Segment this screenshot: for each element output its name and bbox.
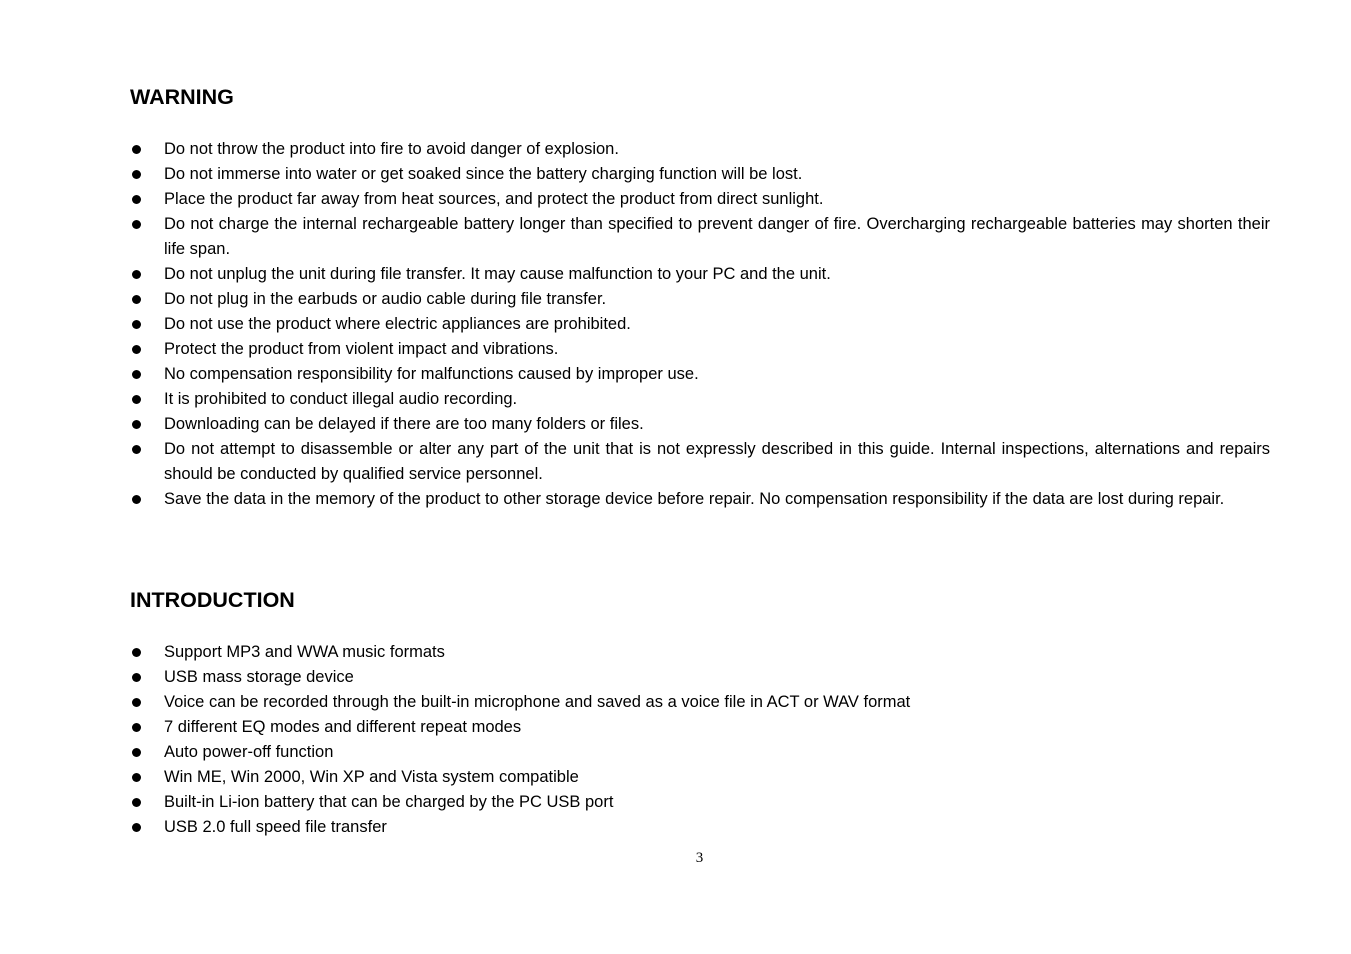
- list-item: [130, 740, 1270, 765]
- introduction-heading: INTRODUCTION: [130, 588, 295, 612]
- list-item: [130, 640, 1270, 665]
- list-item-text: Built-in Li-ion battery that can be charged by the PC USB port: [164, 793, 614, 811]
- bullet-icon: [132, 370, 141, 379]
- warning-heading: WARNING: [130, 85, 234, 109]
- list-item-text: It is prohibited to conduct illegal audio recording.: [164, 390, 518, 408]
- list-item: [130, 187, 1270, 212]
- list-item: [130, 412, 1270, 437]
- bullet-icon: [132, 798, 141, 807]
- list-item-text: Do not charge the internal rechargeable battery longer than specified to prevent danger of fire. Overcharging rechargeable batteries may shorten their life span.: [164, 215, 1270, 258]
- list-item-text: 7 different EQ modes and different repeat modes: [164, 718, 522, 736]
- list-item-text: Win ME, Win 2000, Win XP and Vista system compatible: [164, 768, 579, 786]
- list-item: [130, 337, 1270, 362]
- list-item: [130, 765, 1270, 790]
- list-item: [130, 665, 1270, 690]
- bullet-icon: [132, 723, 141, 732]
- bullet-icon: [132, 445, 141, 454]
- list-item-text: Do not use the product where electric appliances are prohibited.: [164, 315, 631, 333]
- bullet-icon: [132, 270, 141, 279]
- bullet-icon: [132, 698, 141, 707]
- bullet-icon: [132, 145, 141, 154]
- list-item: [130, 690, 1270, 715]
- list-item: [130, 715, 1270, 740]
- list-item: [130, 387, 1270, 412]
- bullet-icon: [132, 195, 141, 204]
- list-item-text: Do not attempt to disassemble or alter any part of the unit that is not expressly described in this guide. Internal inspections, alternations and repairs should be conducted by qualified service personnel.: [164, 440, 1270, 483]
- bullet-icon: [132, 170, 141, 179]
- bullet-icon: [132, 673, 141, 682]
- list-item: [130, 815, 1270, 840]
- bullet-icon: [132, 420, 141, 429]
- list-item-text: Support MP3 and WWA music formats: [164, 643, 445, 661]
- list-item-text: Downloading can be delayed if there are too many folders or files.: [164, 415, 644, 433]
- bullet-icon: [132, 295, 141, 304]
- bullet-icon: [132, 823, 141, 832]
- list-item-text: Save the data in the memory of the product to other storage device before repair. No compensation responsibility if the data are lost during repair.: [164, 490, 1225, 508]
- warning-list: [130, 137, 1270, 512]
- list-item-text: Do not immerse into water or get soaked since the battery charging function will be lost.: [164, 165, 803, 183]
- list-item: [130, 487, 1270, 512]
- list-item: [130, 790, 1270, 815]
- bullet-icon: [132, 220, 141, 229]
- bullet-icon: [132, 320, 141, 329]
- list-item-text: Do not throw the product into fire to avoid danger of explosion.: [164, 140, 619, 158]
- introduction-section: [130, 587, 1270, 840]
- bullet-icon: [132, 773, 141, 782]
- bullet-icon: [132, 395, 141, 404]
- bullet-icon: [132, 748, 141, 757]
- page-number: 3: [695, 850, 704, 866]
- list-item: [130, 212, 1270, 262]
- list-item: [130, 137, 1270, 162]
- bullet-icon: [132, 648, 141, 657]
- bullet-icon: [132, 345, 141, 354]
- list-item: [130, 287, 1270, 312]
- list-item: [130, 312, 1270, 337]
- list-item-text: No compensation responsibility for malfunctions caused by improper use.: [164, 365, 699, 383]
- list-item-text: Do not unplug the unit during file transfer. It may cause malfunction to your PC and the unit.: [164, 265, 831, 283]
- list-item-text: Voice can be recorded through the built-in microphone and saved as a voice file in ACT or WAV format: [164, 693, 911, 711]
- list-item: [130, 437, 1270, 487]
- warning-section: [130, 84, 1270, 512]
- list-item-text: Place the product far away from heat sources, and protect the product from direct sunlight.: [164, 190, 824, 208]
- list-item-text: USB 2.0 full speed file transfer: [164, 818, 387, 836]
- list-item-text: Protect the product from violent impact and vibrations.: [164, 340, 559, 358]
- list-item: [130, 162, 1270, 187]
- list-item-text: Do not plug in the earbuds or audio cable during file transfer.: [164, 290, 607, 308]
- introduction-list: [130, 640, 1270, 840]
- list-item-text: USB mass storage device: [164, 668, 354, 686]
- list-item: [130, 262, 1270, 287]
- bullet-icon: [132, 495, 141, 504]
- list-item: [130, 362, 1270, 387]
- list-item-text: Auto power-off function: [164, 743, 334, 761]
